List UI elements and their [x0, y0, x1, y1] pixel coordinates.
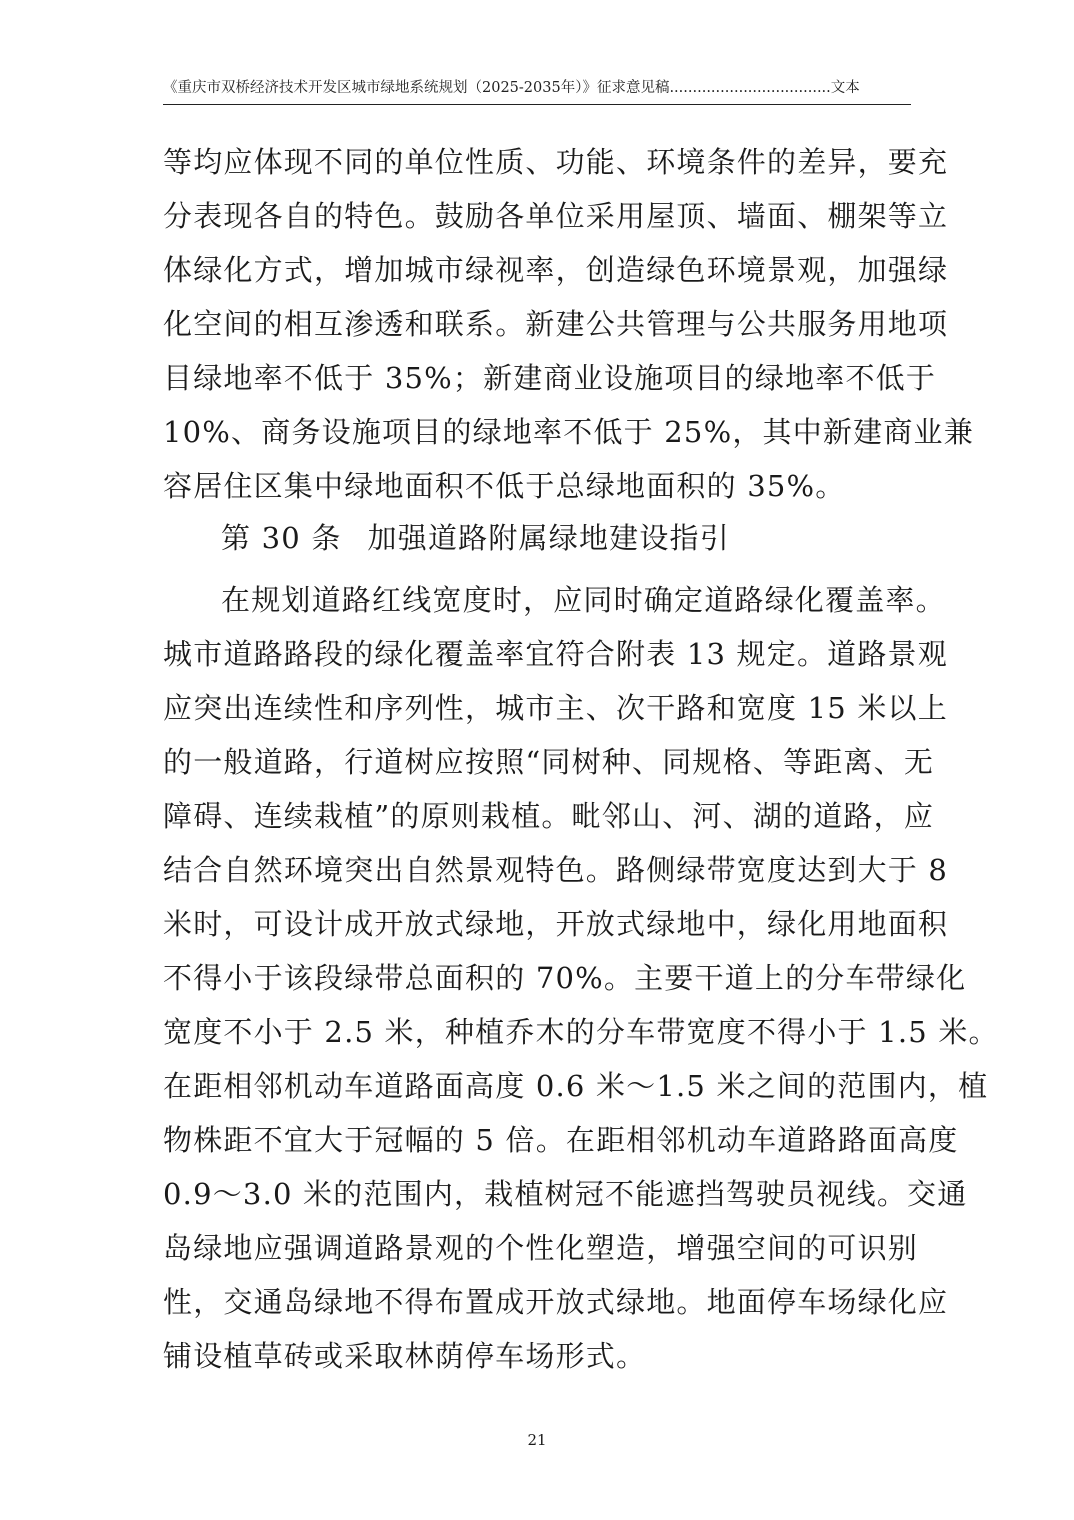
- paragraph-line: 目绿地率不低于 35%；新建商业设施项目的绿地率不低于: [163, 361, 937, 395]
- paragraph-line: 10%、商务设施项目的绿地率不低于 25%，其中新建商业兼: [163, 415, 974, 449]
- header-rule: [163, 104, 911, 105]
- paragraph-line: 在距相邻机动车道路面高度 0.6 米～1.5 米之间的范围内，植: [163, 1069, 989, 1103]
- running-header: 《重庆市双桥经济技术开发区城市绿地系统规划（2025-2035年）》征求意见稿...................................文本: [163, 80, 860, 96]
- paragraph-line: 障碍、连续栽植”的原则栽植。毗邻山、河、湖的道路，应: [163, 799, 935, 833]
- article-title: 加强道路附属绿地建设指引: [367, 521, 730, 555]
- paragraph-line: 容居住区集中绿地面积不低于总绿地面积的 35%。: [163, 469, 846, 503]
- paragraph-line: 等均应体现不同的单位性质、功能、环境条件的差异，要充: [163, 145, 949, 179]
- paragraph-line: 结合自然环境突出自然景观特色。路侧绿带宽度达到大于 8: [163, 853, 949, 887]
- article-number: 第 30 条: [221, 521, 342, 555]
- paragraph-line: 化空间的相互渗透和联系。新建公共管理与公共服务用地项: [163, 307, 949, 341]
- paragraph-line: 宽度不小于 2.5 米，种植乔木的分车带宽度不得小于 1.5 米。: [163, 1015, 999, 1049]
- paragraph-line: 岛绿地应强调道路景观的个性化塑造，增强空间的可识别: [163, 1231, 919, 1265]
- paragraph-line: 在规划道路红线宽度时，应同时确定道路绿化覆盖率。: [221, 583, 946, 617]
- page-number: 21: [527, 1431, 547, 1449]
- paragraph-line: 分表现各自的特色。鼓励各单位采用屋顶、墙面、棚架等立: [163, 199, 949, 233]
- paragraph-line: 物株距不宜大于冠幅的 5 倍。在距相邻机动车道路路面高度: [163, 1123, 959, 1157]
- paragraph-line: 米时，可设计成开放式绿地，开放式绿地中，绿化用地面积: [163, 907, 949, 941]
- paragraph-line: 城市道路路段的绿化覆盖率宜符合附表 13 规定。道路景观: [163, 637, 948, 671]
- paragraph-line: 性，交通岛绿地不得布置成开放式绿地。地面停车场绿化应: [163, 1285, 949, 1319]
- paragraph-line: 0.9～3.0 米的范围内，栽植树冠不能遮挡驾驶员视线。交通: [163, 1177, 968, 1211]
- paragraph-line: 铺设植草砖或采取林荫停车场形式。: [163, 1339, 647, 1373]
- article-heading: [221, 518, 911, 558]
- paragraph-line: 不得小于该段绿带总面积的 70%。主要干道上的分车带绿化: [163, 961, 967, 995]
- paragraph-line: 体绿化方式，增加城市绿视率，创造绿色环境景观，加强绿: [163, 253, 949, 287]
- paragraph-line: 的一般道路，行道树应按照“同树种、同规格、等距离、无: [163, 745, 935, 779]
- paragraph-line: 应突出连续性和序列性，城市主、次干路和宽度 15 米以上: [163, 691, 948, 725]
